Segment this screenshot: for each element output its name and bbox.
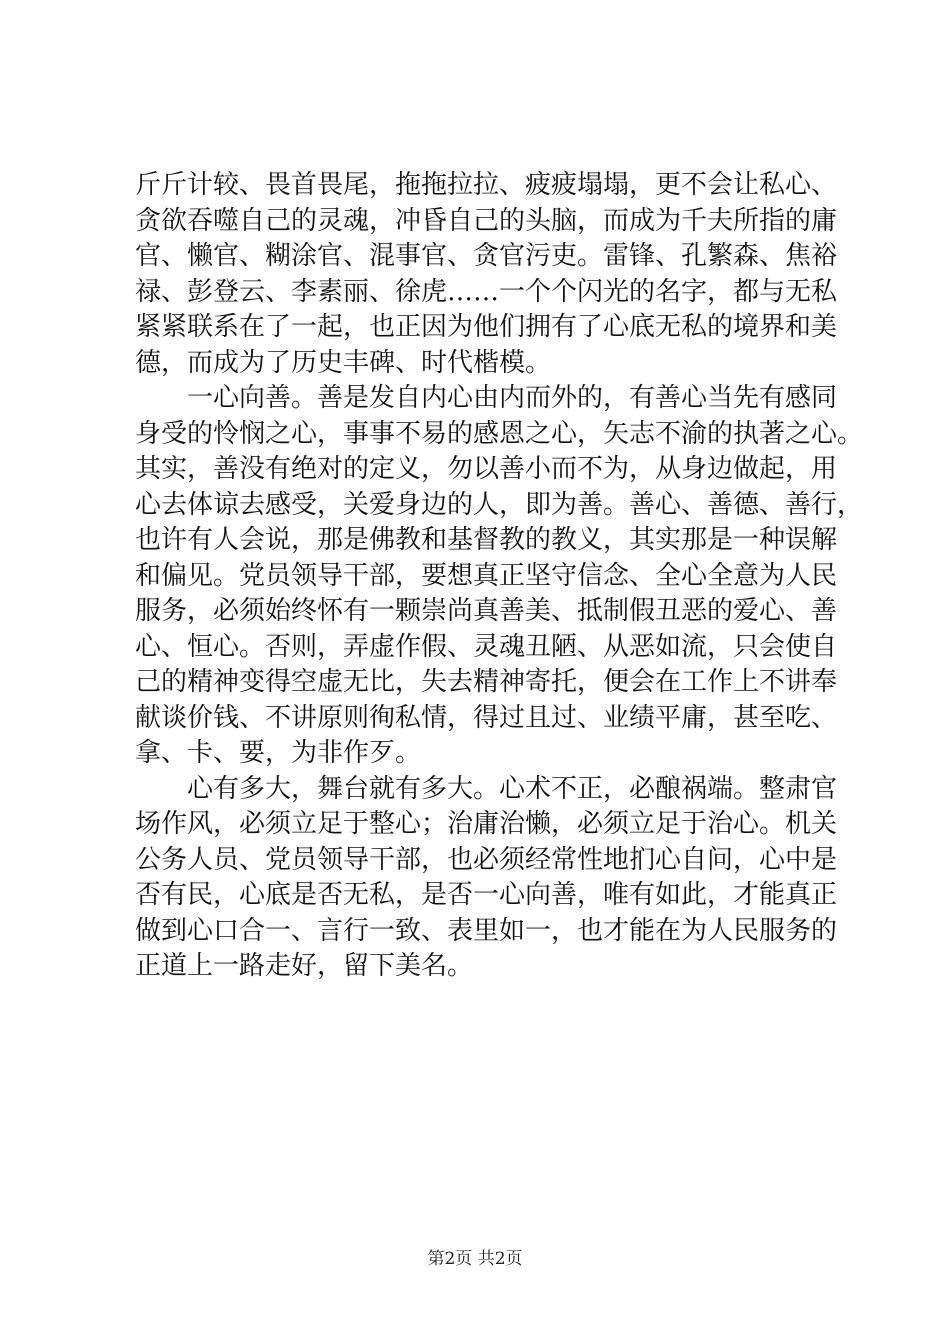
text-line: 公务人员、党员领导干部，也必须经常性地扪心自问，心中是 xyxy=(135,844,838,875)
text-line: 拿、卡、要，为非作歹。 xyxy=(135,738,422,768)
text-line: 正道上一路走好，留下美名。 xyxy=(135,951,474,981)
text-line: 否有民，心底是否无私，是否一心向善，唯有如此，才能真正 xyxy=(135,880,838,910)
text-line: 献谈价钱、不讲原则徇私情，得过且过、业绩平庸，甚至吃、 xyxy=(135,702,838,733)
text-line: 服务，必须始终怀有一颗崇尚真善美、抵制假丑恶的爱心、善 xyxy=(135,596,838,626)
text-line: 其实，善没有绝对的定义，勿以善小而不为，从身边做起，用 xyxy=(135,454,838,484)
text-line: 德，而成为了历史丰碑、时代楷模。 xyxy=(135,347,552,378)
text-line: 己的精神变得空虚无比，失去精神寄托，便会在工作上不讲奉 xyxy=(135,667,838,697)
text-line: 和偏见。党员领导干部，要想真正坚守信念、全心全意为人民 xyxy=(135,560,838,591)
text-line: 禄、彭登云、李素丽、徐虎……一个个闪光的名字，都与无私 xyxy=(135,276,838,307)
text-line: 紧紧联系在了一起，也正因为他们拥有了心底无私的境界和美 xyxy=(135,312,838,342)
text-line: 身受的怜悯之心，事事不易的感恩之心，矢志不渝的执著之心。 xyxy=(135,418,864,449)
text-line: 心去体谅去感受，关爱身边的人，即为善。善心、善德、善行， xyxy=(135,489,864,520)
text-line: 贪欲吞噬自己的灵魂，冲昏自己的头脑，而成为千夫所指的庸 xyxy=(135,205,838,236)
text-line: 也许有人会说，那是佛教和基督教的教义，其实那是一种误解 xyxy=(135,525,838,555)
text-line: 做到心口合一、言行一致、表里如一，也才能在为人民服务的 xyxy=(135,915,838,946)
body-text xyxy=(135,168,864,985)
text-line: 官、懒官、糊涂官、混事官、贪官污吏。雷锋、孔繁森、焦裕 xyxy=(135,241,838,271)
page-number-footer: 第2页 共2页 xyxy=(427,1249,523,1269)
text-line: 心、恒心。否则，弄虚作假、灵魂丑陋、从恶如流，只会使自 xyxy=(135,631,838,662)
text-line: 场作风，必须立足于整心；治庸治懒，必须立足于治心。机关 xyxy=(135,809,838,839)
text-line: 一心向善。善是发自内心由内而外的，有善心当先有感同 xyxy=(187,383,838,413)
text-line: 心有多大，舞台就有多大。心术不正，必酿祸端。整肃官 xyxy=(187,773,838,804)
text-line: 斤斤计较、畏首畏尾，拖拖拉拉、疲疲塌塌，更不会让私心、 xyxy=(135,170,838,200)
